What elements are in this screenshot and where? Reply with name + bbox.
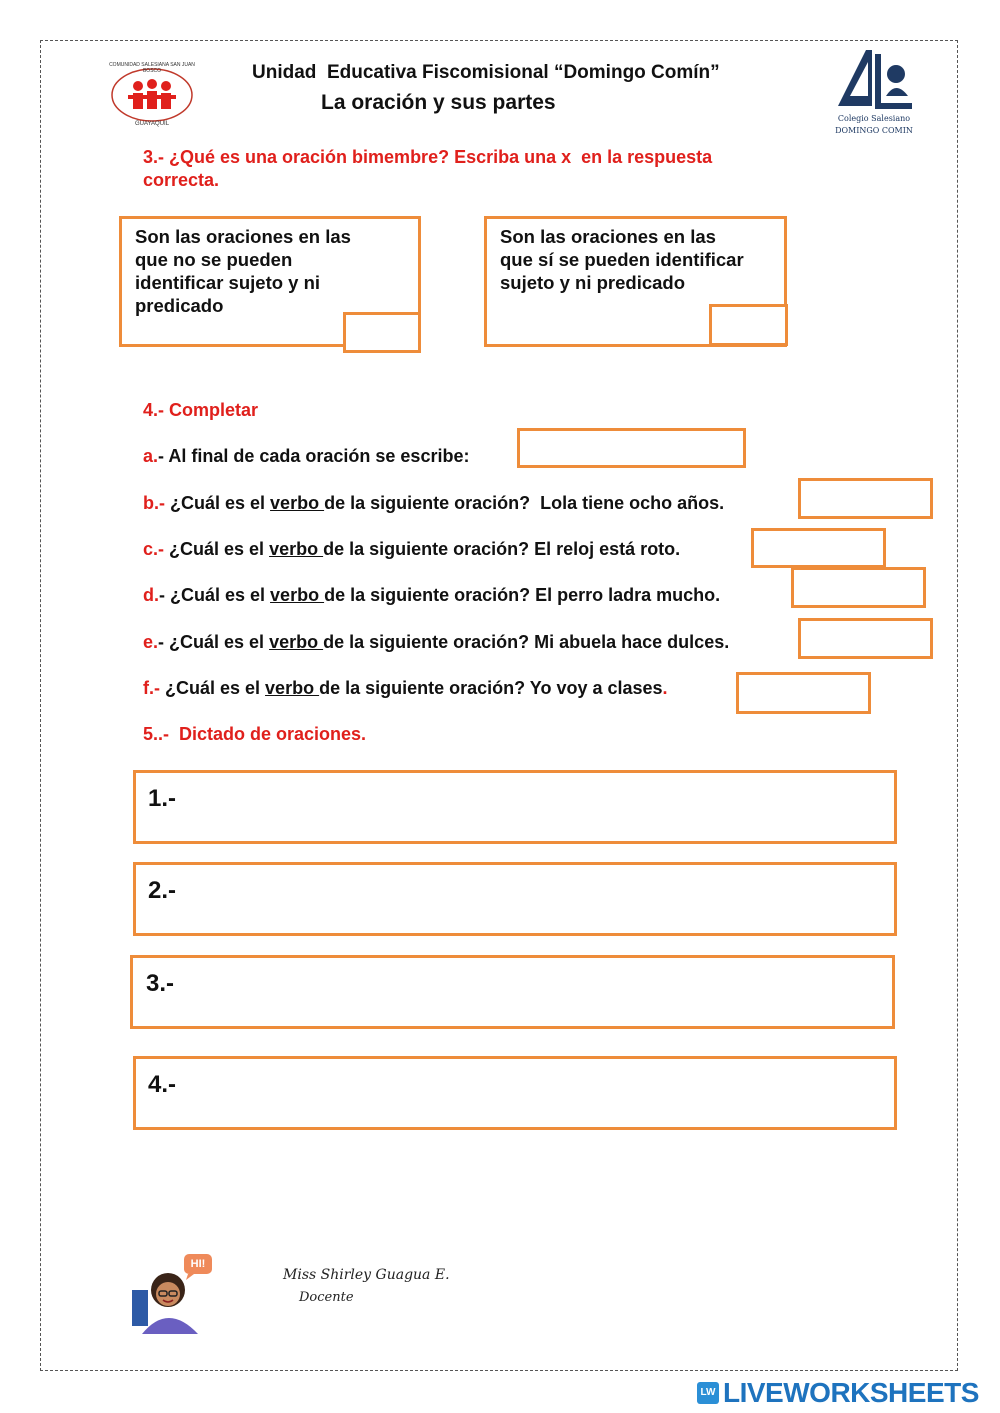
option-2-line: que sí se pueden identificar — [500, 249, 744, 270]
option-2-line: Son las oraciones en las — [500, 226, 716, 247]
question-letter: a. — [143, 446, 159, 466]
question-text: - ¿Cuál es el — [159, 585, 271, 605]
question-text: de la siguiente oración? Yo voy a clases — [319, 678, 663, 698]
option-card-2-text — [500, 225, 744, 294]
question-text: de la siguiente oración? El reloj está roto. — [323, 539, 681, 559]
dictation-label: 3.- — [146, 970, 175, 997]
school-logo-left — [104, 62, 200, 130]
dictation-line-1[interactable] — [133, 770, 897, 844]
verb-word: verbo — [269, 539, 324, 559]
brand-badge: LW — [697, 1382, 719, 1404]
option-1-line: que no se pueden — [135, 249, 293, 270]
question-text: - ¿Cuál es el — [158, 632, 270, 652]
section3-heading — [143, 146, 712, 192]
page-title: La oración y sus partes — [321, 91, 556, 114]
question-f — [143, 678, 668, 699]
option-1-line: Son las oraciones en las — [135, 226, 351, 247]
question-text: de la siguiente oración? El perro ladra mucho. — [324, 585, 721, 605]
verb-word: verbo — [269, 632, 324, 652]
teacher-name: Miss Shirley Guagua E. — [283, 1267, 450, 1283]
option-card-1-text — [135, 225, 351, 317]
liveworksheets-logo — [697, 1378, 979, 1408]
school-name: Unidad Educativa Fiscomisional “Domingo Comín” — [252, 62, 720, 83]
section3-heading-line2: correcta. — [143, 170, 220, 190]
left-logo-top-text: COMUNIDAD SALESIANA SAN JUAN BOSCO — [109, 62, 195, 74]
question-e — [143, 632, 729, 653]
brand-name: LIVEWORKSHEETS — [723, 1377, 979, 1408]
dictation-line-4[interactable] — [133, 1056, 897, 1130]
section4-heading: 4.- Completar — [143, 400, 259, 420]
question-letter: e. — [143, 632, 159, 652]
verb-word: verbo — [270, 493, 325, 513]
question-letter: b.- — [143, 493, 165, 513]
dictation-label: 1.- — [148, 785, 177, 812]
school-logo-right — [828, 44, 920, 140]
option-1-line: identificar sujeto y ni — [135, 272, 321, 293]
question-text: ¿Cuál es el — [160, 678, 266, 698]
answer-box-e[interactable] — [798, 618, 933, 659]
section5-heading: 5..- Dictado de oraciones. — [143, 724, 367, 744]
greeting-bubble: HI! — [190, 1258, 206, 1270]
dictation-label: 4.- — [148, 1071, 177, 1098]
question-letter: d. — [143, 585, 159, 605]
question-text: de la siguiente oración? Mi abuela hace dulces. — [323, 632, 730, 652]
teacher-role: Docente — [299, 1290, 354, 1305]
option-2-line: sujeto y ni predicado — [500, 272, 686, 293]
option-2-answer-box[interactable] — [709, 304, 788, 346]
question-c — [143, 539, 680, 560]
answer-box-b[interactable] — [798, 478, 933, 519]
dictation-line-3[interactable] — [130, 955, 895, 1029]
left-logo-bottom-text: GUAYAQUIL — [134, 121, 170, 127]
answer-box-f[interactable] — [736, 672, 871, 714]
answer-box-d[interactable] — [791, 567, 926, 608]
question-end: . — [662, 678, 668, 698]
question-text: ¿Cuál es el — [165, 493, 271, 513]
question-text: - Al final de cada oración se escribe: — [158, 446, 470, 466]
verb-word: verbo — [265, 678, 320, 698]
question-text: de la siguiente oración? Lola tiene ocho años. — [324, 493, 725, 513]
question-a — [143, 446, 469, 467]
dictation-line-2[interactable] — [133, 862, 897, 936]
answer-box-c[interactable] — [751, 528, 886, 568]
right-logo-line2: DOMINGO COMIN — [835, 126, 913, 135]
question-letter: c.- — [143, 539, 165, 559]
question-letter: f.- — [143, 678, 160, 698]
right-logo-line1: Colegio Salesiano — [837, 114, 911, 123]
dictation-label: 2.- — [148, 877, 177, 904]
option-1-answer-box[interactable] — [343, 312, 421, 353]
answer-box-a[interactable] — [517, 428, 746, 468]
question-d — [143, 585, 720, 606]
option-1-line: predicado — [135, 295, 224, 316]
question-b — [143, 493, 724, 514]
question-text: ¿Cuál es el — [164, 539, 270, 559]
teacher-avatar — [128, 1250, 220, 1334]
verb-word: verbo — [270, 585, 325, 605]
section3-heading-line1: 3.- ¿Qué es una oración bimembre? Escriba una x en la respuesta — [143, 147, 713, 167]
